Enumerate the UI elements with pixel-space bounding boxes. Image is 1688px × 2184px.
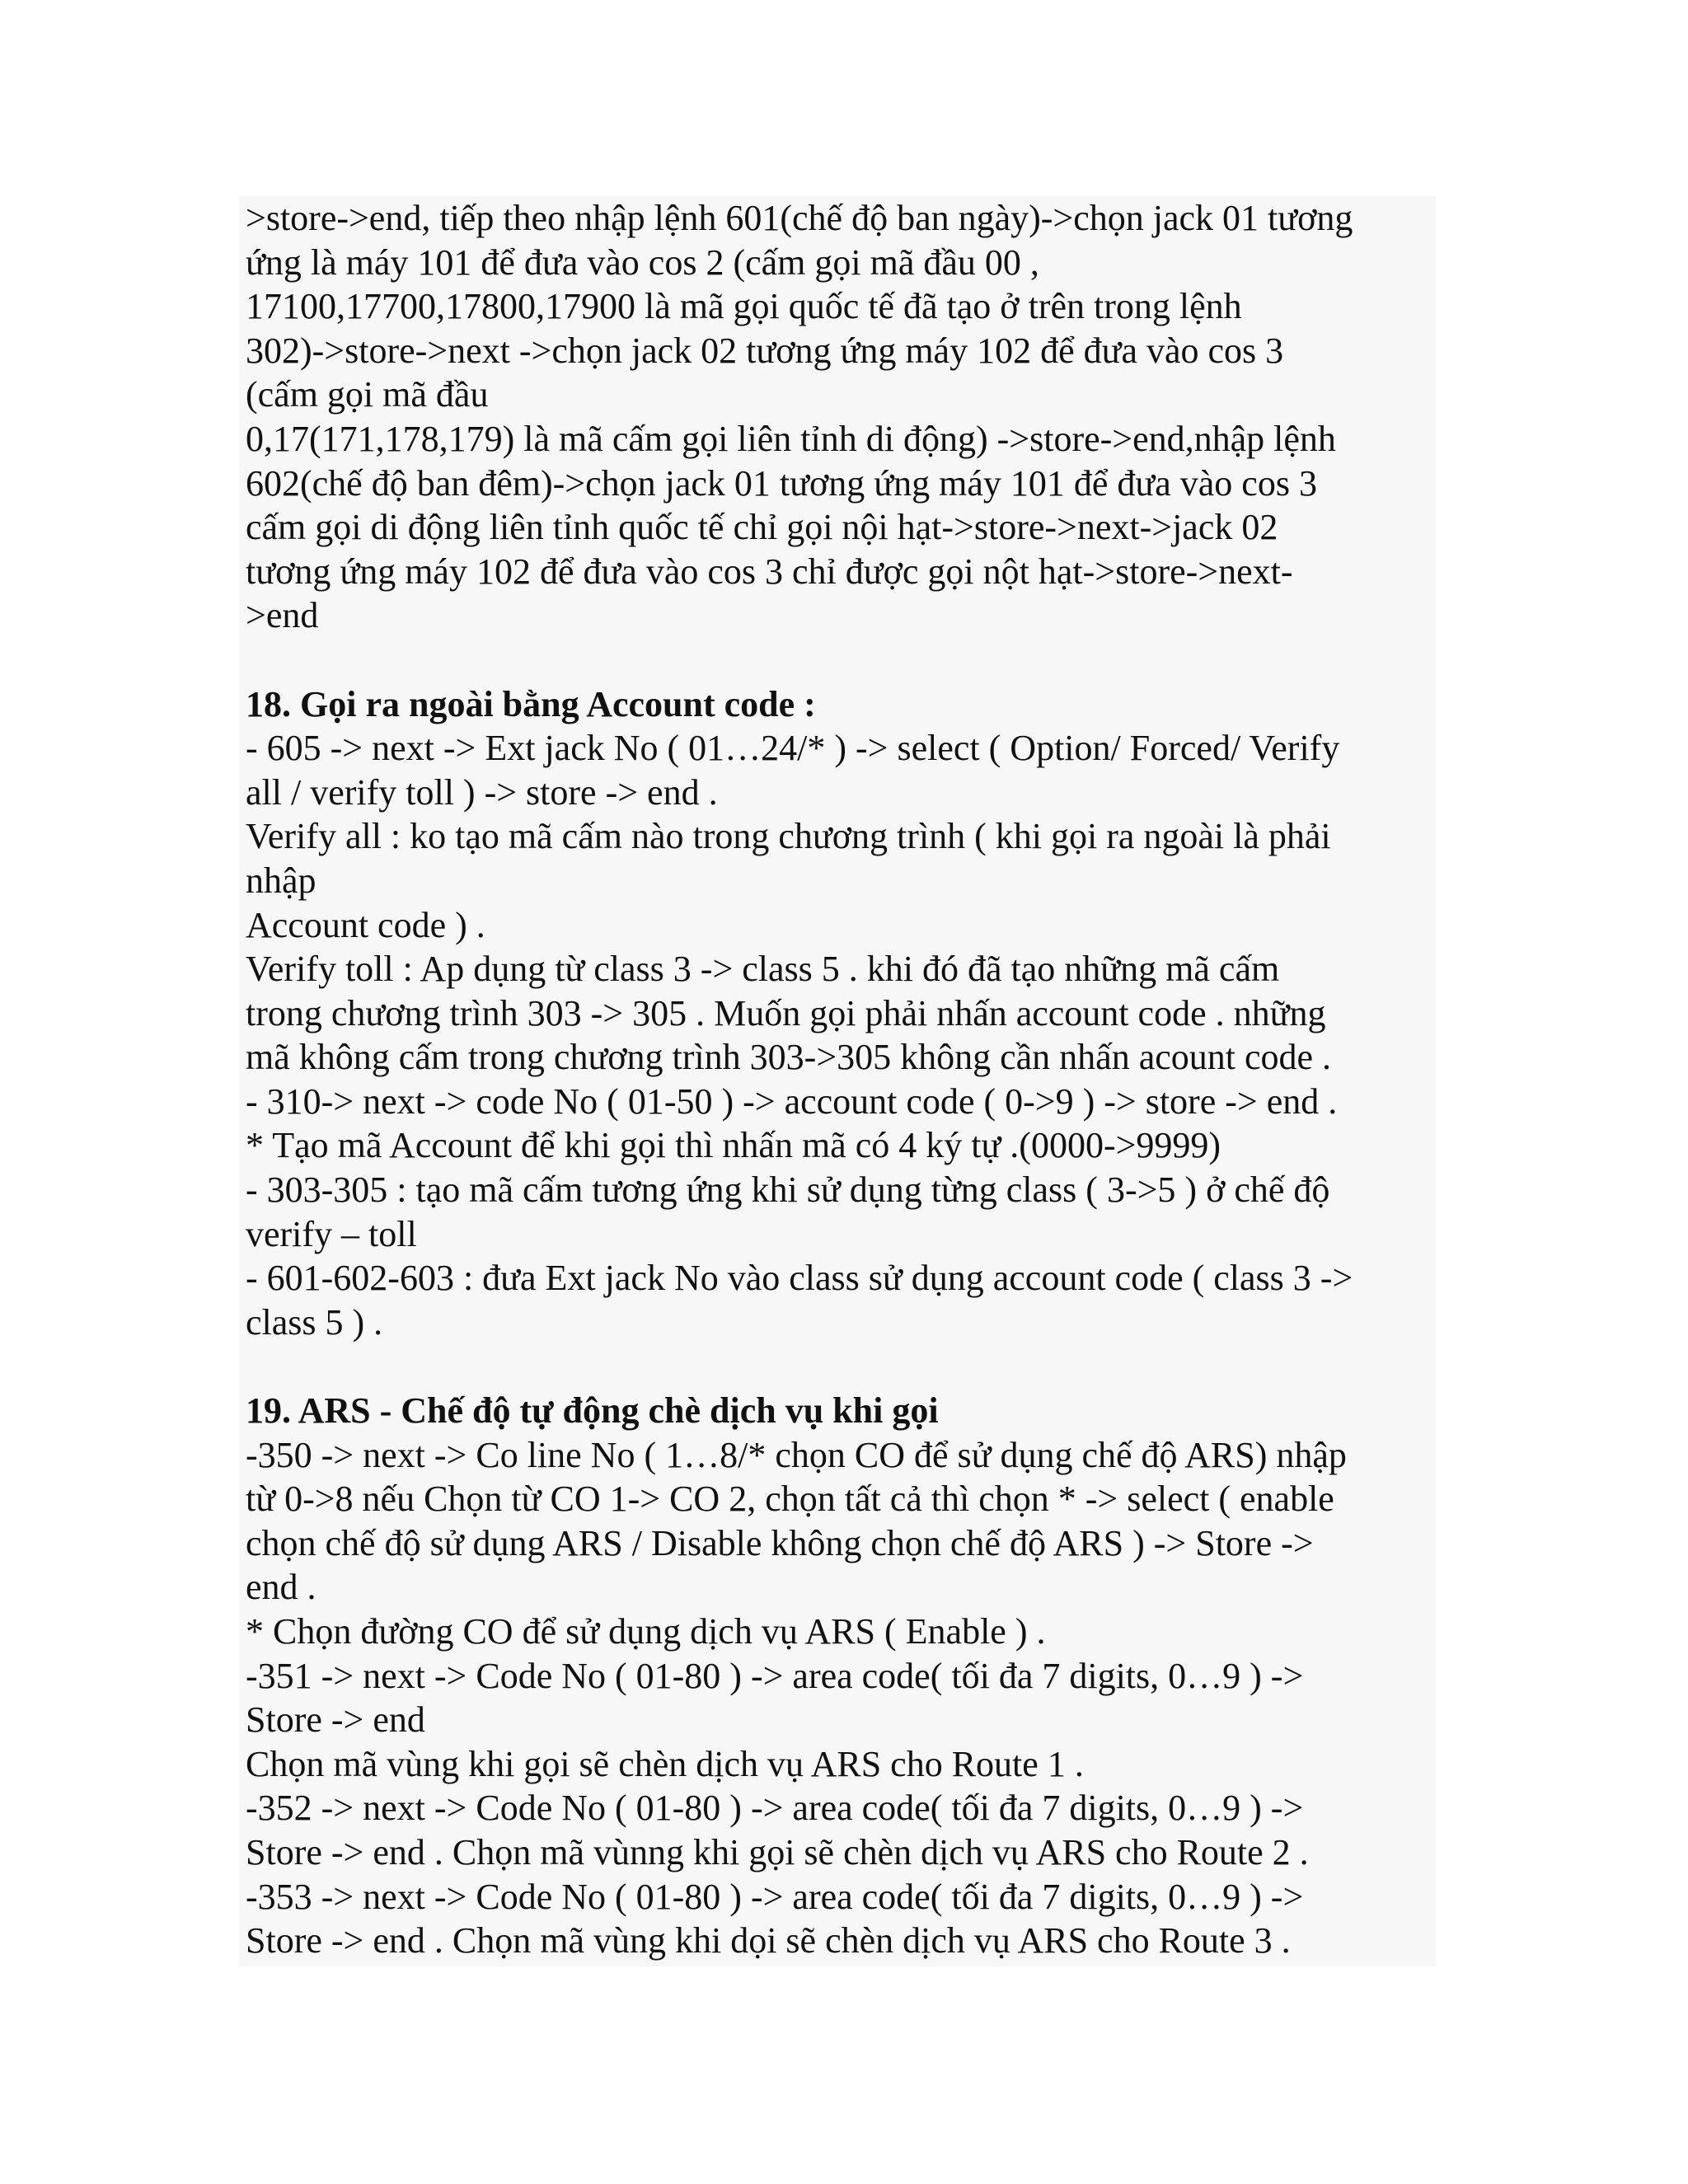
text-line: ứng là máy 101 để đưa vào cos 2 (cấm gọi mã đầu 00 , [246, 241, 1039, 283]
text-line: all / verify toll ) -> store -> end . [246, 771, 718, 813]
text-line: - 605 -> next -> Ext jack No ( 01…24/* ) -> select ( Option/ Forced/ Verify [246, 728, 1340, 769]
text-line: end . [246, 1567, 316, 1608]
blank-line [246, 1344, 1432, 1389]
text-line: Verify all : ko tạo mã cấm nào trong chương trình ( khi gọi ra ngoài là phải [246, 816, 1331, 857]
text-line: 0,17(171,178,179) là mã cấm gọi liên tỉnh di động) ->store->end,nhập lệnh [246, 418, 1336, 459]
text-line: -351 -> next -> Code No ( 01-80 ) -> area code( tối đa 7 digits, 0…9 ) -> [246, 1655, 1304, 1696]
text-line: -350 -> next -> Co line No ( 1…8/* chọn CO để sử dụng chế độ ARS) nhập [246, 1434, 1347, 1475]
text-line: Store -> end . Chọn mã vùnng khi gọi sẽ chèn dịch vụ ARS cho Route 2 . [246, 1831, 1309, 1872]
text-line: từ 0->8 nếu Chọn từ CO 1-> CO 2, chọn tất cả thì chọn * -> select ( enable [246, 1479, 1334, 1520]
text-line: mã không cấm trong chương trình 303->305 không cần nhấn acount code . [246, 1037, 1332, 1078]
text-line: >end [246, 595, 319, 636]
text-line: -353 -> next -> Code No ( 01-80 ) -> area code( tối đa 7 digits, 0…9 ) -> [246, 1876, 1304, 1917]
document-text-block [239, 196, 1436, 1966]
text-line: tương ứng máy 102 để đưa vào cos 3 chỉ được gọi nột hạt->store->next- [246, 551, 1293, 592]
text-line: >store->end, tiếp theo nhập lệnh 601(chế độ ban ngày)->chọn jack 01 tương [246, 198, 1353, 238]
blank-line [246, 638, 1432, 682]
text-line: class 5 ) . [246, 1301, 383, 1343]
text-line: Verify toll : Ap dụng từ class 3 -> class 5 . khi đó đã tạo những mã cấm [246, 949, 1280, 990]
text-line: Account code ) . [246, 904, 485, 945]
text-line: * Chọn đường CO để sử dụng dịch vụ ARS ( Enable ) . [246, 1611, 1046, 1652]
text-line: cấm gọi di động liên tỉnh quốc tế chỉ gọi nội hạt->store->next->jack 02 [246, 507, 1278, 548]
text-line: Store -> end [246, 1699, 425, 1741]
text-line: (cấm gọi mã đầu [246, 374, 489, 415]
text-line: * Tạo mã Account để khi gọi thì nhấn mã có 4 ký tự .(0000->9999) [246, 1125, 1221, 1166]
text-line: - 310-> next -> code No ( 01-50 ) -> account code ( 0->9 ) -> store -> end . [246, 1080, 1338, 1122]
text-line: 602(chế độ ban đêm)->chọn jack 01 tương ứng máy 101 để đưa vào cos 3 [246, 462, 1317, 504]
text-line: nhập [246, 860, 316, 901]
text-line: - 601-602-603 : đưa Ext jack No vào class sử dụng account code ( class 3 -> [246, 1258, 1353, 1299]
text-line: -352 -> next -> Code No ( 01-80 ) -> area code( tối đa 7 digits, 0…9 ) -> [246, 1788, 1304, 1829]
text-line: - 303-305 : tạo mã cấm tương ứng khi sử dụng từng class ( 3->5 ) ở chế độ [246, 1169, 1330, 1211]
text-line: verify – toll [246, 1213, 417, 1254]
text-line: 17100,17700,17800,17900 là mã gọi quốc tế đã tạo ở trên trong lệnh [246, 286, 1242, 327]
text-line: Store -> end . Chọn mã vùng khi dọi sẽ chèn dịch vụ ARS cho Route 3 . [246, 1920, 1291, 1961]
text-line: chọn chế độ sử dụng ARS / Disable không chọn chế độ ARS ) -> Store -> [246, 1522, 1314, 1563]
text-line: Chọn mã vùng khi gọi sẽ chèn dịch vụ ARS cho Route 1 . [246, 1743, 1084, 1784]
text-line: trong chương trình 303 -> 305 . Muốn gọi phải nhấn account code . những [246, 992, 1326, 1033]
section-heading: 18. Gọi ra ngoài bằng Account code : [246, 683, 816, 724]
section-heading: 19. ARS - Chế độ tự động chè dịch vụ khi gọi [246, 1390, 939, 1432]
text-line: 302)->store->next ->chọn jack 02 tương ứng máy 102 để đưa vào cos 3 [246, 330, 1284, 371]
